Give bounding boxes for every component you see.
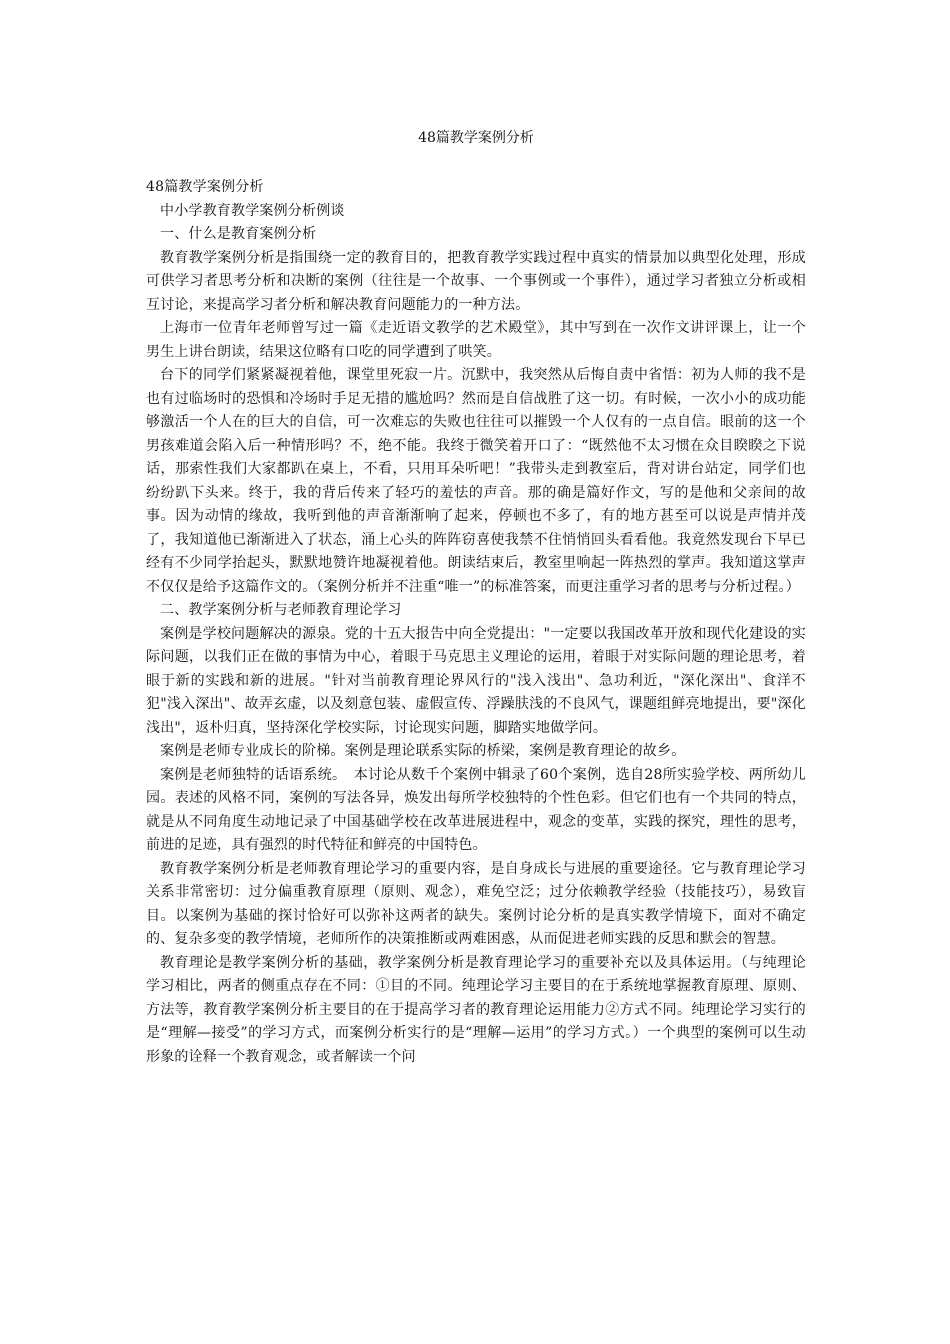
paragraph: 案例是老师专业成长的阶梯。案例是理论联系实际的桥梁，案例是教育理论的故乡。 bbox=[160, 743, 686, 759]
document-title: 48篇教学案例分析 bbox=[418, 130, 534, 146]
paragraph: 台下的同学们紧紧凝视着他，课堂里死寂一片。沉默中，我突然从后悔自责中省悟：初为人师的我不是也有过临场时的恐惧和冷场时手足无措的尴尬吗？然而是自信战胜了这一切。有时候，一次小小的成功能够激活一个人在的巨大的自信，可一次难忘的失败也往往可以摧毁一个人仅有的一点自信。眼前的这一个男孩难道会陷入后一种情形吗？不，绝不能。我终于微笑着开口了：“既然他不太习惯在众目睽睽之下说话，那索性我们大家都趴在桌上，不看，只用耳朵听吧！”我带头走到教室后，背对讲台站定，同学们也纷纷趴下头来。终于，我的背后传来了轻巧的羞怯的声音。那的确是篇好作文，写的是他和父亲间的故事。因为动情的缘故，我听到他的声音渐渐响了起来，停顿也不多了，有的地方甚至可以说是声情并茂了，我知道他已渐渐进入了状态，涌上心头的阵阵窃喜使我禁不住悄悄回头看看他。我竟然发现台下早已经有不少同学抬起头，默默地赞许地凝视着他。朗读结束后，教室里响起一阵热烈的掌声。我知道这掌声不仅仅是给予这篇作文的。（案例分析并不注重“唯一”的标准答案，而更注重学习者的思考与分析过程。） bbox=[146, 367, 806, 595]
paragraph: 案例是老师独特的话语系统。 本讨论从数千个案例中辑录了60个案例，选自28所实验学校、两所幼儿园。表述的风格不同，案例的写法各异，焕发出每所学校独特的个性色彩。但它们也有一个共同的特点，就是从不同角度生动地记录了中国基础学校在改革进展进程中，观念的变革，实践的探究，理性的思考，前进的足迹，具有强烈的时代特征和鲜亮的中国特色。 bbox=[146, 766, 806, 853]
paragraph: 中小学教育教学案例分析例谈 bbox=[160, 202, 345, 219]
paragraph: 教育教学案例分析是指围绕一定的教育目的，把教育教学实践过程中真实的情景加以典型化处理，形成可供学习者思考分析和决断的案例（往往是一个故事、一个事例或一个事件），通过学习者独立分析或相互讨论，来提高学习者分析和解决教育问题能力的一种方法。 bbox=[146, 249, 806, 313]
paragraph: 案例是学校问题解决的源泉。党的十五大报告中向全党提出："一定要以我国改革开放和现代化建设的实际问题，以我们正在做的事情为中心，着眼于马克思主义理论的运用，着眼于对实际问题的理论思考，着眼于新的实践和新的进展。"针对当前教育理论界风行的"浅入浅出"、急功利近，"深化深出"、食洋不犯"浅入深出"、故弄玄虚，以及刻意包装、虚假宣传、浮躁肤浅的不良风气，课题组鲜亮地提出，要"深化浅出"，返朴归真，坚持深化学校实际，讨论现实问题，脚踏实地做学问。 bbox=[146, 625, 806, 736]
paragraph: 48篇教学案例分析 bbox=[146, 179, 264, 195]
paragraph: 上海市一位青年老师曾写过一篇《走近语文教学的艺术殿堂》，其中写到在一次作文讲评课上，让一个男生上讲台朗读，结果这位略有口吃的同学遭到了哄笑。 bbox=[146, 320, 806, 360]
paragraph: 教育理论是教学案例分析的基础，教学案例分析是教育理论学习的重要补充以及具体运用。（与纯理论学习相比，两者的侧重点存在不同：①目的不同。纯理论学习主要目的在于系统地掌握教育原理、原则、方法等，教育教学案例分析主要目的在于提高学习者的教育理论运用能力②方式不同。纯理论学习实行的是“理解—接受”的学习方式，而案例分析实行的是“理解—运用”的学习方式。）一个典型的案例可以生动形象的诠释一个教育观念，或者解读一个问 bbox=[146, 954, 806, 1065]
paragraph: 教育教学案例分析是老师教育理论学习的重要内容，是自身成长与进展的重要途径。它与教育理论学习关系非常密切：过分偏重教育原理（原则、观念），难免空泛；过分依赖教学经验（技能技巧），易致盲目。以案例为基础的探讨恰好可以弥补这两者的缺失。案例讨论分析的是真实教学情境下，面对不确定的、复杂多变的教学情境，老师所作的决策推断或两难困惑，从而促进老师实践的反思和默会的智慧。 bbox=[146, 860, 806, 947]
document-body bbox=[146, 176, 806, 1069]
paragraph: 一、什么是教育案例分析 bbox=[160, 226, 317, 242]
paragraph: 二、教学案例分析与老师教育理论学习 bbox=[160, 602, 402, 618]
